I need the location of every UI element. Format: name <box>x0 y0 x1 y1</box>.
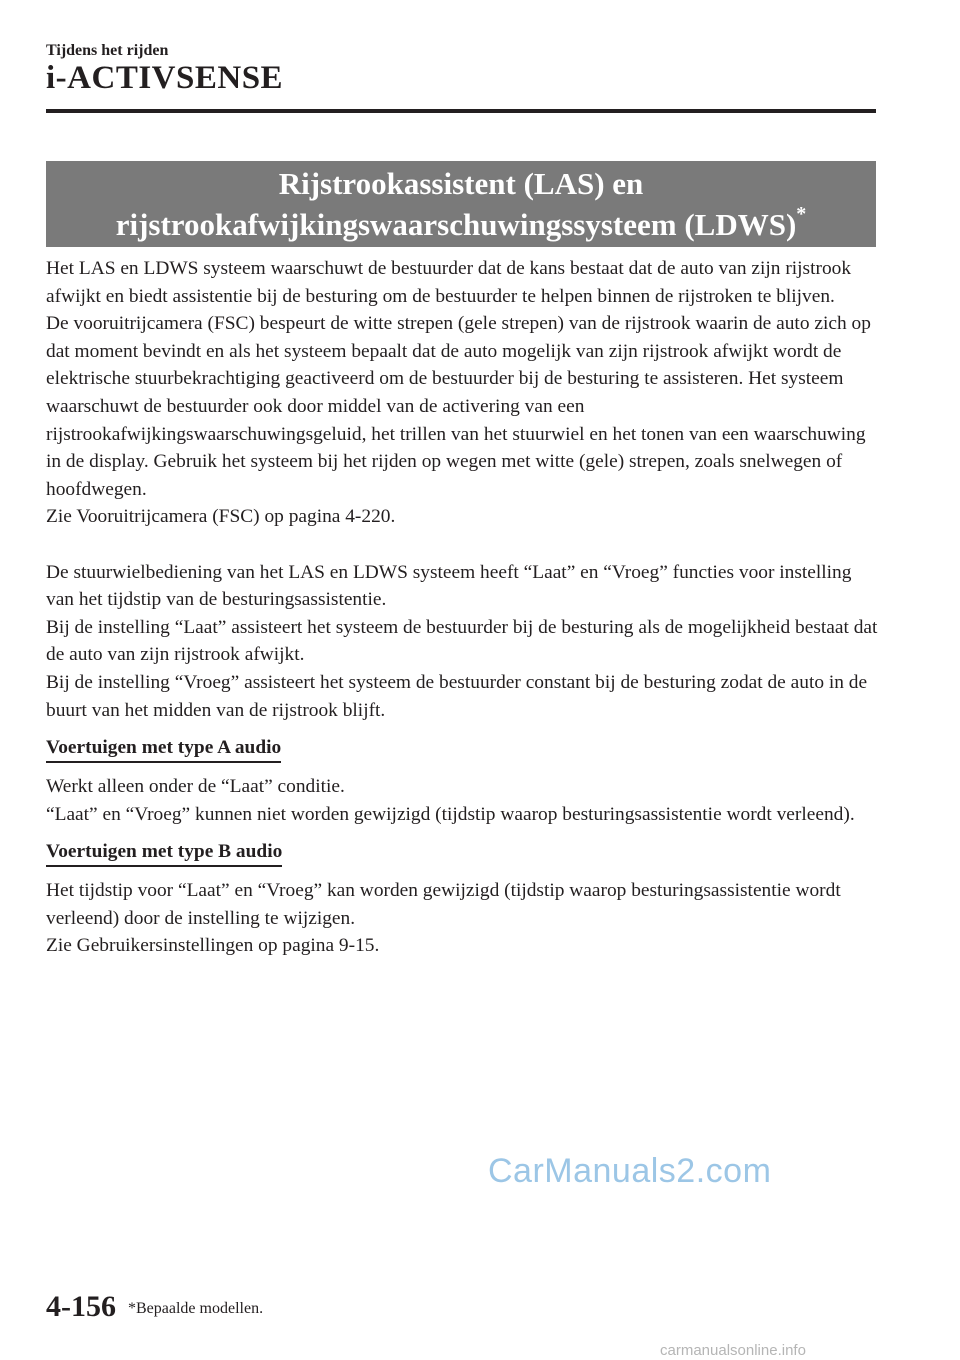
section-heading-band <box>46 161 876 247</box>
subsection-type-a <box>46 734 878 763</box>
body-paragraph: Werkt alleen onder de “Laat” conditie. <box>46 776 345 798</box>
body-paragraph: Het LAS en LDWS systeem waarschuwt de bestuurder dat de kans bestaat dat de auto van zijn rijstrook afwijkt en biedt assistentie bij de besturing om de bestuurder te helpen binnen de rijstroken te blijven. <box>46 258 852 307</box>
footnote: *Bepaalde modellen. <box>128 1300 264 1317</box>
body-paragraph: Bij de instelling “Vroeg” assisteert het systeem de bestuurder constant bij de besturing zodat de auto in de buurt van het midden van de rijstrook blijft. <box>46 671 868 721</box>
chapter-title: i-ACTIVSENSE <box>46 60 284 96</box>
page-number: 4-156 <box>46 1290 116 1323</box>
body-content <box>46 255 878 960</box>
cross-reference: Zie Vooruitrijcamera (FSC) op pagina 4-220. <box>46 506 396 528</box>
subsection-type-b <box>46 838 878 867</box>
subsection-heading: Voertuigen met type B audio <box>46 840 282 867</box>
subsection-heading: Voertuigen met type A audio <box>46 736 281 763</box>
body-paragraph: Bij de instelling “Laat” assisteert het systeem de bestuurder bij de besturing als de mogelijkheid bestaat dat de auto van zijn rijstrook afwijkt. <box>46 616 878 666</box>
body-paragraph: De stuurwielbediening van het LAS en LDWS systeem heeft “Laat” en “Vroeg” functies voor instelling van het tijdstip van de besturingsassistentie. <box>46 561 852 611</box>
body-paragraph: “Laat” en “Vroeg” kunnen niet worden gewijzigd (tijdstip waarop besturingsassistentie wordt verleend). <box>46 803 855 825</box>
watermark-logo: CarManuals2.com <box>488 1152 772 1190</box>
heading-line-1: Rijstrookassistent (LAS) en <box>278 166 644 201</box>
header-divider <box>46 109 876 113</box>
cross-reference: Zie Gebruikersinstellingen op pagina 9-15. <box>46 935 380 957</box>
body-paragraph: Het tijdstip voor “Laat” en “Vroeg” kan worden gewijzigd (tijdstip waarop besturingsassistentie wordt verleend) door de instelling te wijzigen. <box>46 880 841 929</box>
body-paragraph: De vooruitrijcamera (FSC) bespeurt de witte strepen (gele strepen) van de rijstrook waarin de auto zich op dat moment bevindt en als het systeem bepaalt dat de auto mogelijk van zijn rijstrook afwijkt wordt de elektrische stuurbekrachtiging geactiveerd om de bestuurder bij de besturing te assisteren. Het systeem waarschuwt de bestuurder ook door middel van de activering van een rijstrookafwijkingswaarschuwingsgeluid, het trillen van het stuurwiel en het tonen van een waarschuwing in de display. Gebruik het systeem bij het rijden op wegen met witte (gele) strepen, zoals snelwegen of hoofdwegen. <box>46 313 871 500</box>
source-watermark: carmanualsonline.info <box>660 1342 806 1359</box>
heading-asterisk: * <box>796 202 807 225</box>
heading-line-2 <box>46 204 876 245</box>
heading-line-2-text: rijstrookafwijkingswaarschuwingssysteem (LDWS) <box>115 207 797 242</box>
section-label: Tijdens het rijden <box>46 42 169 59</box>
